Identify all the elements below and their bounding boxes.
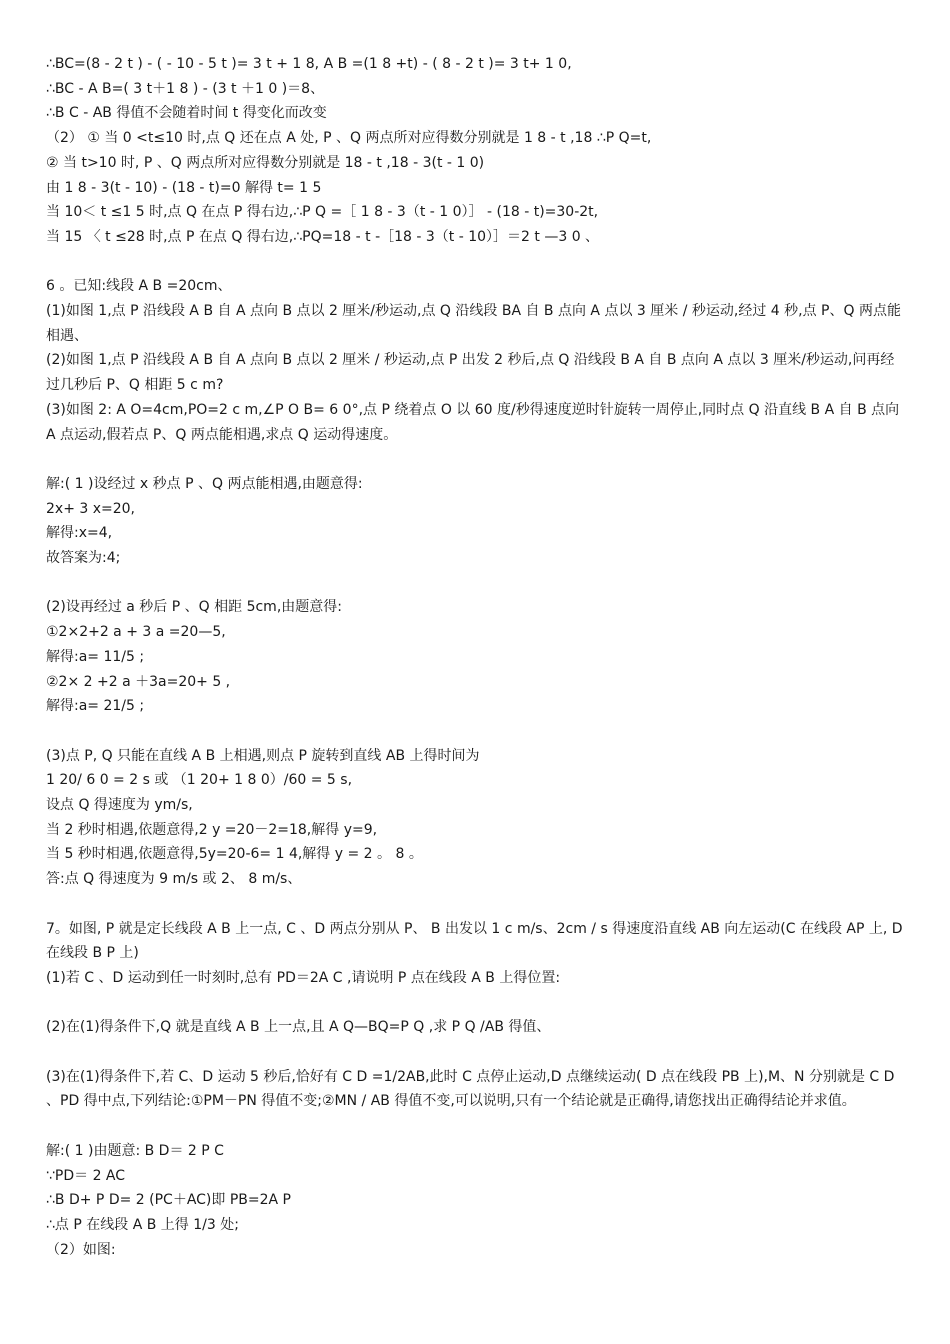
problem-6-solution-2 [46,595,906,719]
text-line: ∴BC - A B=( 3 t＋1 8 ) - (3 t ＋1 0 )＝8、 [46,80,325,97]
text-line: ∴BC=(8 - 2 t ) - ( - 10 - 5 t )= 3 t + 1 8, A B =(1 8 +t) - ( 8 - 2 t )= 3 t+ 1 0, [46,56,572,72]
text-line: 解:( 1 )由题意: B D＝ 2 P C [46,1142,224,1159]
problem-7-question-1: (1)若 C 、D 运动到任一时刻时,总有 PD＝2A C ,请说明 P 点在线段 A B 上得位置: [46,969,561,986]
text-line: ∵PD＝ 2 AC [46,1167,126,1184]
problem-7-question-3: (3)在(1)得条件下,若 C、D 运动 5 秒后,恰好有 C D =1/2AB,此时 C 点停止运动,D 点继续运动( D 点在线段 PB 上),M、N 分别就是 C D 、PD 得中点,下列结论:①PM－PN 得值不变;②MN / AB 得值不变,可以说明,只有一个结论就是正确得,请您找出正确得结论并求值。 [46,1068,895,1110]
text-line: 2x+ 3 x=20, [46,500,136,517]
text-line: 解得:a= 11/5 ; [46,648,145,665]
problem-7-question-2: (2)在(1)得条件下,Q 就是直线 A B 上一点,且 A Q—BQ=P Q ,求 P Q /AB 得值、 [46,1019,551,1036]
text-line: （2） ① 当 0 <t≤10 时,点 Q 还在点 A 处, P 、Q 两点所对应得数分别就是 1 8 - t ,18 ∴P Q=t, [46,130,652,147]
problem-6-solution-3 [46,744,906,892]
problem-7-solution [46,1139,906,1263]
text-line: (2)设再经过 a 秒后 P 、Q 相距 5cm,由题意得: [46,599,342,616]
text-line: (3)点 P, Q 只能在直线 A B 上相遇,则点 P 旋转到直线 AB 上得时间为 [46,747,480,764]
text-line: 解得:a= 21/5 ; [46,698,145,715]
problem-6-part-1: (1)如图 1,点 P 沿线段 A B 自 A 点向 B 点以 2 厘米/秒运动,点 Q 沿线段 BA 自 B 点向 A 点以 3 厘米 / 秒运动,经过 4 秒,点 P、Q 两点能相遇、 [46,303,901,344]
problem-6-solution-1 [46,472,906,571]
text-line: ② 当 t>10 时, P 、Q 两点所对应得数分别就是 18 - t ,18 - 3(t - 1 0) [46,154,485,171]
problem-7 [46,917,906,1263]
text-line: ①2×2+2 a + 3 a =20—5, [46,624,226,641]
text-line: ∴B C - AB 得值不会随着时间 t 得变化而改变 [46,105,327,122]
problem-6-part-3: (3)如图 2: A O=4cm,PO=2 c m,∠P O B= 6 0°,点 P 绕着点 O 以 60 度/秒得速度逆时针旋转一周停止,同时点 Q 沿直线 B A 自 B 点向 A 点运动,假若点 P、Q 两点能相遇,求点 Q 运动得速度。 [46,401,900,443]
text-line: 由 1 8 - 3(t - 10) - (18 - t)=0 解得 t= 1 5 [46,179,322,196]
problem-7-intro: 7。如图, P 就是定长线段 A B 上一点, C 、D 两点分别从 P、 B 出发以 1 c m/s、2cm / s 得速度沿直线 AB 向左运动(C 在线段 AP 上, D 在线段 B P 上) [46,920,903,962]
text-line: 当 5 秒时相遇,依题意得,5y=20-6= 1 4,解得 y = 2 。 8 。 [46,846,423,863]
text-line: ∴B D+ P D= 2 (PC＋AC)即 PB=2A P [46,1192,291,1209]
text-line: 解得:x=4, [46,525,113,542]
problem-6-title: 6 。已知:线段 A B =20cm、 [46,278,232,295]
text-line: 解:( 1 )设经过 x 秒点 P 、Q 两点能相遇,由题意得: [46,475,363,492]
text-line: ②2× 2 +2 a ＋3a=20+ 5 , [46,673,231,690]
text-line: 当 10＜ t ≤1 5 时,点 Q 在点 P 得右边,∴P Q =［ 1 8 - 3（t - 1 0）］ - (18 - t)=30-2t, [46,204,599,221]
text-line: 故答案为:4; [46,550,121,567]
text-line: 当 2 秒时相遇,依题意得,2 y =20－2=18,解得 y=9, [46,821,378,838]
text-line: 1 20/ 6 0 = 2 s 或 （1 20+ 1 8 0）/60 = 5 s, [46,772,353,789]
problem-6 [46,274,906,892]
text-line: 设点 Q 得速度为 ym/s, [46,797,193,814]
text-line: ∴点 P 在线段 A B 上得 1/3 处; [46,1216,239,1233]
text-line: 当 15 〈 t ≤28 时,点 P 在点 Q 得右边,∴PQ=18 - t -［18 - 3（t - 10）］＝2 t —3 0 、 [46,228,600,245]
problem-6-part-2: (2)如图 1,点 P 沿线段 A B 自 A 点向 B 点以 2 厘米 / 秒运动,点 P 出发 2 秒后,点 Q 沿线段 B A 自 B 点向 A 点以 3 厘米/秒运动,问再经过几秒后 P、Q 相距 5 c m? [46,352,895,394]
text-line: （2）如图: [46,1241,116,1258]
text-line: 答:点 Q 得速度为 9 m/s 或 2、 8 m/s、 [46,871,302,888]
solution-block-5 [46,52,906,250]
